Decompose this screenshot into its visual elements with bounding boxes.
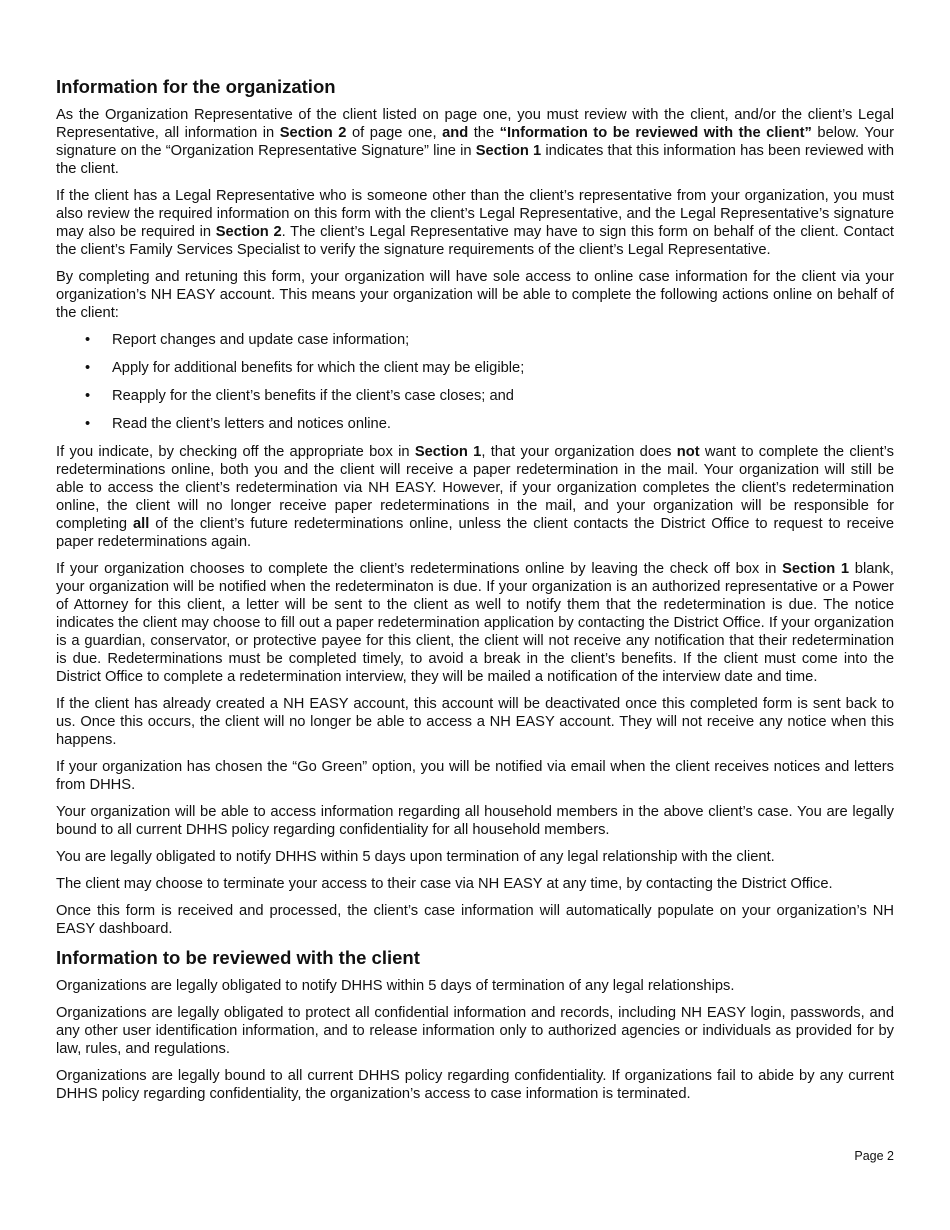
emphasis-text: Section 2 [279, 125, 347, 141]
list-item: • Apply for additional benefits for which the client may be eligible; [56, 359, 894, 377]
page-number: Page 2 [854, 1149, 894, 1163]
list-item: • Reapply for the client’s benefits if the client’s case closes; and [56, 387, 894, 405]
emphasis-text: and [442, 125, 469, 141]
list-item: • Read the client’s letters and notices online. [56, 415, 894, 433]
paragraph: As the Organization Representative of the client listed on page one, you must review with the client, and/or the client’s Legal Representative, all information in Section 2 of page one, and the “Information to be reviewed with the client” below. Your signature on the “Organization Representative Signature” line in Section 1 indicates that this information has been reviewed with the client. [56, 107, 894, 177]
document-page [56, 76, 894, 1112]
emphasis-text: Section 1 [782, 561, 850, 577]
paragraph: If the client has already created a NH EASY account, this account will be deactivated once this completed form is sent back to us. Once this occurs, the client will no longer be able to access a NH EASY account. They will not receive any notice when this happens. [56, 696, 894, 748]
emphasis-text: “Information to be reviewed with the client” [499, 125, 812, 141]
paragraph: If your organization chooses to complete the client’s redeterminations online by leaving the check off box in Section 1 blank, your organization will be notified when the redeterminaton is due. If your organization is an authorized representative or a Power of Attorney for this client, a letter will be sent to the client as well to notify them that the redetermination is due. The notice indicates the client may choose to fill out a paper redetermination application by contacting the District Office. If your organization is a guardian, conservator, or protective payee for this client, the client will not receive any notification that their redetermination is due. Redeterminations must be completed timely, to avoid a break in the client’s benefits. If the client must come into the District Office to complete a redetermination interview, they will be mailed a notification of the interview date and time. [56, 561, 894, 685]
paragraph: If you indicate, by checking off the appropriate box in Section 1, that your organization does not want to complete the client’s redeterminations online, both you and the client will receive a paper redetermination in the mail. Your organization will still be able to access the client’s redetermination via NH EASY. However, if your organization completes the client’s redetermination online, the client will no longer receive paper redeterminations in the mail, and your organization will be responsible for completing all of the client’s future redeterminations online, unless the client contacts the District Office to request to receive paper redeterminations again. [56, 444, 895, 550]
paragraph: Once this form is received and processed, the client’s case information will automatically populate on your organization’s NH EASY dashboard. [56, 903, 894, 937]
paragraph: Organizations are legally obligated to protect all confidential information and records, including NH EASY login, passwords, and any other user identification information, and to release information only to authorized agencies or individuals as provided for by law, rules, and regulations. [56, 1005, 894, 1057]
paragraph: You are legally obligated to notify DHHS within 5 days upon termination of any legal relationship with the client. [56, 849, 775, 865]
paragraph: Organizations are legally bound to all current DHHS policy regarding confidentiality. If organizations fail to abide by any current DHHS policy regarding confidentiality, the organization’s access to case information is terminated. [56, 1068, 894, 1102]
section-heading-organization: Information for the organization [56, 76, 336, 97]
paragraph: The client may choose to terminate your access to their case via NH EASY at any time, by contacting the District Office. [56, 876, 833, 892]
emphasis-text: Section 2 [215, 224, 282, 240]
emphasis-text: Section 1 [414, 444, 482, 460]
list-item: • Report changes and update case information; [56, 331, 894, 349]
paragraph: If your organization has chosen the “Go Green” option, you will be notified via email when the client receives notices and letters from DHHS. [56, 759, 894, 793]
emphasis-text: Section 1 [475, 143, 542, 159]
section-heading-client-review: Information to be reviewed with the client [56, 947, 420, 968]
paragraph: Organizations are legally obligated to notify DHHS within 5 days of termination of any legal relationships. [56, 978, 735, 994]
paragraph: By completing and retuning this form, your organization will have sole access to online case information for the client via your organization’s NH EASY account. This means your organization will be able to complete the following actions online on behalf of the client: [56, 269, 894, 321]
emphasis-text: all [132, 516, 150, 532]
paragraph: If the client has a Legal Representative who is someone other than the client’s representative from your organization, you must also review the required information on this form with the client’s Legal Representative, and the Legal Representative’s signature may also be required in Section 2. The client’s Legal Representative may have to sign this form on behalf of the client. Contact the client’s Family Services Specialist to verify the signature requirements of the client’s Legal Representative. [56, 188, 894, 258]
paragraph: Your organization will be able to access information regarding all household members in the above client’s case. You are legally bound to all current DHHS policy regarding confidentiality for all household members. [56, 804, 894, 838]
actions-list [56, 331, 894, 433]
emphasis-text: not [676, 444, 700, 460]
